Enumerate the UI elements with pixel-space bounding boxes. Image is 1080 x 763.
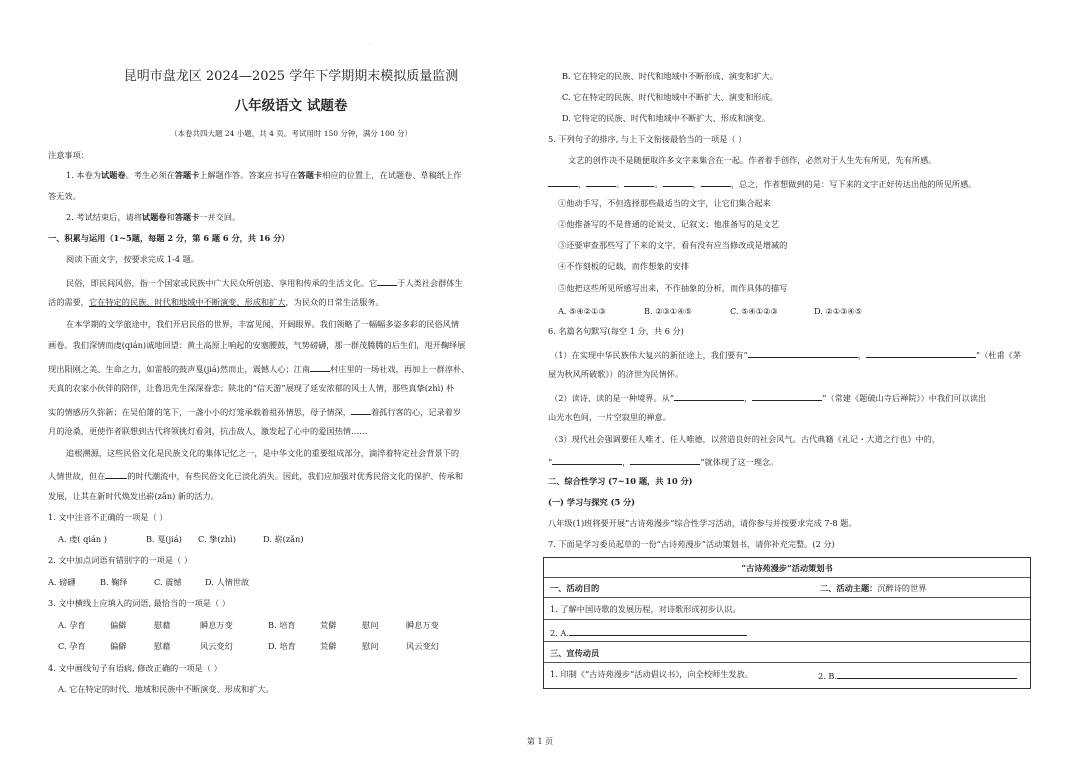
plan-purpose-label: 一、活动目的 (550, 583, 600, 593)
underlined-sentence: 它在特定的民族、时代和地域中不断演变、形成和扩大 (88, 297, 286, 307)
passage-line: 天真的农家小伙伴的陪伴，让鲁迅先生深深眷恋；陕北的“信天游”展现了延安浓郁的风土人情，那些真挚(zhì) 朴 (48, 383, 455, 393)
plan-promo-label: 三、宣传动员 (550, 648, 600, 658)
question-3-stem: 3. 文中横线上应填入的词语, 最恰当的一项是（ ） (48, 598, 230, 608)
q5-item-5: ⑤他把这些所见所感写出来，不作抽象的分析，而作具体的描写 (558, 283, 788, 293)
plan-theme: 二、活动主题：沉醉诗的世界 (820, 583, 927, 593)
passage-line: 人情世故，但在 的时代潮流中，有些民俗文化已淡化消失。因此，我们应加强对优秀民俗文化的保护、传承和 (48, 471, 464, 481)
passage-line: 活的需要，它在特定的民族、时代和地域中不断演变、形成和扩大，为民众的日常生活服务。 (48, 297, 384, 307)
plan-promo-2: 2. B. (818, 669, 1017, 682)
answer-blank[interactable] (630, 455, 700, 465)
passage-line: 民俗，即民间风俗，指一个国家或民族中广大民众所创造、享用和传承的生活文化。它 于人类社会群体生 (66, 278, 463, 288)
q3-option-d-2: 荒僻 (320, 641, 337, 651)
q3-option-a-2: 偏僻 (110, 620, 127, 630)
page-number: 第 1 页 (526, 737, 554, 746)
exam-info: （本卷共四大题 24 小题，共 4 页。考试用时 150 分钟，满分 100 分） (169, 129, 413, 138)
q1-option-c: C. 挚(zhì) (198, 534, 236, 544)
plan-promo-1: 1. 印制《“古诗苑漫步”活动倡议书》，向全校师生发放。 (550, 669, 753, 679)
q3-option-b-1: B. 培育 (268, 620, 296, 630)
passage-line: 实的情感历久弥新；在吴伯箫的笔下，一盏小小的灯笼承载着祖孙情思，母子情深， 着孤行客的心，记录着岁 (48, 407, 462, 417)
section-2-heading: 二、综合性学习 (7~10 题，共 10 分) (548, 476, 693, 486)
q5-item-4: ④不作刻板的记载，而作想象的安排 (558, 261, 690, 271)
plan-purpose-1: 1. 了解中国诗歌的发展历程，对诗歌形成初步认识。 (550, 604, 741, 614)
passage-line: 现出阳刚之美、生命之力，如雷般的鼓声戛(jiá)然而止，震憾人心；江南 村庄里的一场社戏，再加上一群淳朴、 (48, 364, 470, 374)
q5-item-3: ③还要审查那些写了下来的文字，看有没有应当修改或是增减的 (558, 240, 788, 250)
passage-line: 发展，让其在新时代焕发出崭(zǎn) 新的活力。 (48, 491, 219, 501)
q6-sub-1: （1）在实现中华民族伟大复兴的新征途上，我们要有“ ， ”（杜甫《茅 (550, 350, 1022, 360)
section-2-intro: 八年级(1)班将要开展“古诗苑漫步”综合性学习活动，请你参与并按要求完成 7-8 题。 (548, 518, 857, 528)
q1-option-d: D. 崭(zǎn) (263, 534, 304, 544)
q5-item-2: ②他推备写的不是普通的论说文、记叙文；他准备写的是文艺 (558, 219, 780, 229)
q5-option-b: B. ②③①④⑤ (644, 306, 692, 316)
q5-option-a: A. ⑤④②①③ (558, 306, 606, 316)
q2-option-c: C. 震憾 (154, 577, 182, 587)
answer-blank[interactable] (752, 391, 822, 401)
reading-instruction: 阅读下面文字，按要求完成 1-4 题。 (66, 254, 200, 264)
answer-blank[interactable] (552, 455, 622, 465)
notice-item-1-cont: 答无效。 (48, 191, 81, 201)
q6-sub-3-cont: “ ， ”就体现了这一理念。 (548, 457, 779, 467)
q3-option-a-4: 瞬息万变 (200, 620, 233, 630)
q4-option-c: C. 它在特定的民族、时代和地域中不断扩大、演变和形成。 (562, 92, 778, 102)
q3-option-a-3: 慰藉 (154, 620, 171, 630)
question-4-stem: 4. 文中画线句子有语病, 修改正确的一项是（ ） (48, 663, 222, 673)
q3-option-b-3: 慰问 (362, 620, 379, 630)
q1-option-a: A. 虔( qián ) (58, 534, 107, 544)
scan-dot: . (370, 40, 372, 47)
exam-title: 昆明市盘龙区 2024—2025 学年下学期期末模拟质量监测 (123, 69, 459, 84)
q2-option-d: D. 人情世故 (205, 577, 250, 587)
plan-title: “古诗苑漫步”活动策划书 (741, 563, 833, 573)
passage-line: 在本学期的文学旅途中，我们开启民俗的世界，丰富见闻，开阔眼界。我们领略了一幅幅多姿多彩的民俗风情 (66, 319, 460, 329)
section-2-sub: (一) 学习与探究 (5 分) (548, 497, 636, 507)
q5-option-d: D. ②①③④⑤ (814, 306, 863, 316)
q5-item-1: ①他动手写，不但选择那些最适当的文字，让它们集合起来 (558, 198, 771, 208)
q2-option-b: B. 鞠绎 (100, 577, 128, 587)
q3-option-a-1: A. 孕育 (58, 620, 86, 630)
q3-option-c-1: C. 孕育 (58, 641, 86, 651)
plan-purpose-2: 2. A. (550, 626, 747, 639)
question-6-stem: 6. 名篇名句默写(每空 1 分，共 6 分) (548, 326, 684, 336)
q4-option-b: B. 它在特定的民族、时代和地域中不断形成、演变和扩大。 (562, 71, 778, 81)
q3-option-c-4: 风云变幻 (200, 641, 233, 651)
q4-option-a: A. 它在特定的时代、地域和民族中不断演变、形成和扩大。 (58, 684, 274, 694)
q5-passage-line: ， 。 。 ， ，总之，作者想做到的是：写下来的文字正好传达出他的所见所感。 (548, 177, 976, 190)
q3-option-c-3: 慰藉 (154, 641, 171, 651)
passage-line: 画卷。我们深情而虔(qián)诚地回望：黄土高原上响起的安塞腰鼓，气势磅礴，那一群茂腾腾的后生们，甩开鞠绎展 (48, 340, 466, 350)
q6-sub-2-cont: 山光水色间，一片空寂里的禅意。 (548, 412, 671, 422)
answer-blank-b[interactable] (837, 669, 1017, 679)
notice-label: 注意事项： (48, 150, 89, 160)
activity-plan-box (543, 557, 1031, 689)
section-1-heading: 一、积累与运用（1~5题，每题 2 分，第 6 题 6 分，共 16 分） (48, 233, 290, 243)
answer-blank[interactable] (674, 391, 744, 401)
answer-blank[interactable] (866, 348, 976, 358)
q6-sub-2: （2）读诗，读的是一种境界。从“ ， ”（常建《题破山寺后禅院》）中我们可以读出 (550, 393, 987, 403)
q6-sub-1-cont: 屋为秋风所破歌》）的济世为民情怀。 (548, 369, 684, 379)
q6-sub-3: （3）现代社会强调要任人唯才、任人唯德，以营造良好的社会风气。古代典籍《礼记・大道之行也》中的， (550, 434, 941, 444)
passage-line: 追根溯源，这些民俗文化是民族文化的集体记忆之一，是中华文化的重要组成部分，滴淬着特定社会背景下的 (66, 448, 460, 458)
answer-blank[interactable] (748, 348, 858, 358)
question-1-stem: 1. 文中注音不正确的一项是（ ） (48, 512, 168, 522)
q5-passage-line: 文艺的创作决不是随便取许多文字来集合在一起。作者着手创作，必然对于人生先有所见，先有所感。 (568, 155, 937, 165)
q3-option-b-4: 瞬息万变 (406, 620, 439, 630)
q3-option-d-3: 慰问 (362, 641, 379, 651)
question-5-stem: 5. 下列句子的排序, 与上下文衔接最恰当的一项是（ ） (548, 134, 747, 144)
notice-item-1: 1. 本卷为试题卷。考生必须在答题卡上解题作答。答案应书写在答题卡相应的位置上，在试题卷、草稿纸上作 (66, 170, 462, 180)
q3-option-d-4: 风云变幻 (406, 641, 439, 651)
q1-option-b: B. 戛(jiá) (146, 534, 182, 544)
question-2-stem: 2. 文中加点词语有错别字的一项是（ ） (48, 555, 193, 565)
q3-option-b-2: 荒僻 (320, 620, 337, 630)
notice-item-2: 2. 考试结束后，请将试题卷和答题卡一并交回。 (66, 212, 241, 222)
q2-option-a: A. 磅礴 (48, 577, 76, 587)
q3-option-c-2: 偏僻 (110, 641, 127, 651)
q3-option-d-1: D. 培育 (268, 641, 296, 651)
q4-option-d: D. 它特定的民族、时代和地域中不断扩大、形成和演变。 (562, 113, 770, 123)
answer-blank-a[interactable] (569, 626, 747, 636)
q5-option-c: C. ⑤④①②③ (730, 306, 778, 316)
exam-subtitle: 八年级语文 试题卷 (234, 98, 348, 114)
passage-line: 月的沧桑，更使作者联想到古代将领挑灯看剑，抗击敌人，激发起了心中的爱国热情…… (48, 426, 368, 436)
question-7-stem: 7. 下面是学习委员起草的一份“古诗苑漫步”活动策划书，请你补充完整。(2 分) (548, 539, 835, 549)
